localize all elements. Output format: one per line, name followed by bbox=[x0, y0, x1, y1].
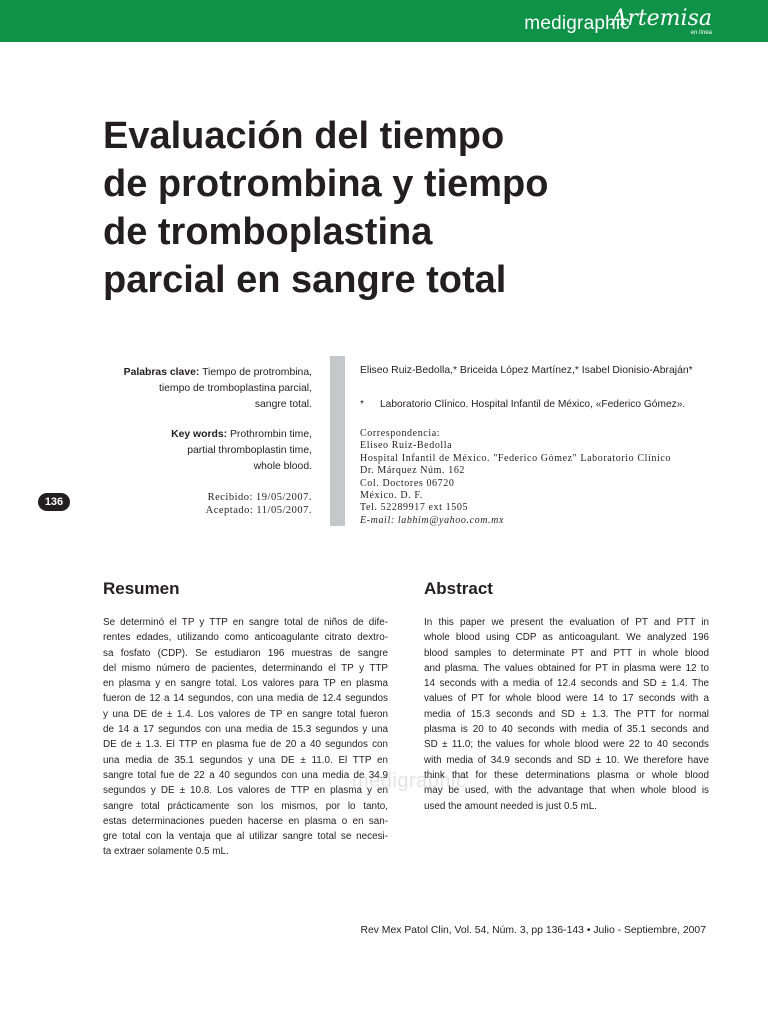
keywords-en-text: partial thromboplastin time, bbox=[187, 445, 312, 456]
brand-name: medigraphic bbox=[524, 13, 630, 34]
article-title bbox=[103, 112, 643, 304]
resumen-line: y una DE de ± 1.4. Los valores de TP en sangre total fueron bbox=[103, 708, 388, 720]
abstract-line: and plasma. The values obtained for PT in plasma were 12 to bbox=[424, 662, 709, 674]
abstract-line: with media of 34.9 seconds and SD ± 10. We therefore have bbox=[424, 754, 709, 766]
abstract-line: used the amount needed is just 0.5 mL. bbox=[424, 800, 597, 812]
resumen-line: estas determinaciones pueden hacerse en plasma o en san- bbox=[103, 815, 388, 827]
abstract-line: think that for these determinations plasma or whole blood bbox=[424, 769, 709, 781]
keywords-en-label: Key words: bbox=[171, 429, 228, 440]
keywords-en-text: whole blood. bbox=[253, 461, 312, 472]
resumen-line: ta extraer solamente 0.5 mL. bbox=[103, 846, 229, 858]
resumen-line: rentes edades, utilizando como anticoagulante citrato dextro- bbox=[103, 632, 388, 644]
title-line: de protrombina y tiempo bbox=[103, 163, 549, 205]
resumen-line: una media de 35.1 segundos y una DE ± 11.0. El TTP en bbox=[103, 754, 388, 766]
correspondence-heading: Correspondencia: bbox=[360, 428, 441, 439]
correspondence-block bbox=[360, 428, 740, 527]
resumen-line: sa fosfato (CDP). Se estudiaron 196 muestras de sangre bbox=[103, 647, 388, 659]
title-line: parcial en sangre total bbox=[103, 259, 507, 301]
keywords-spanish bbox=[100, 365, 312, 413]
correspondence-line: Dr. Márquez Núm. 162 bbox=[360, 465, 466, 477]
title-line: Evaluación del tiempo bbox=[103, 115, 505, 157]
abstract-line: whole blood using CDP as anticoagulant. We analyzed 196 bbox=[424, 632, 709, 644]
affiliation-text: Laboratorio Clínico. Hospital Infantil de México, «Federico Gómez». bbox=[380, 399, 686, 410]
keywords-es-text: Tiempo de protrombina, bbox=[202, 367, 312, 378]
resumen-line: de 14 a 17 segundos con una media de 15.3 segundos y una bbox=[103, 724, 388, 736]
resumen-heading: Resumen bbox=[103, 579, 180, 598]
affiliation bbox=[360, 399, 740, 410]
accepted-date: Aceptado: 11/05/2007. bbox=[205, 505, 312, 516]
received-date: Recibido: 19/05/2007. bbox=[207, 492, 312, 503]
abstract-line: plasma is 20 to 40 seconds with media of 35.1 seconds and bbox=[424, 724, 709, 736]
correspondence-email: E-mail: labhim@yahoo.com.mx bbox=[360, 514, 504, 526]
divider-bar bbox=[330, 356, 345, 526]
resumen-line: fueron de 12 a 14 segundos, con una media de 12.4 segundos bbox=[103, 693, 388, 705]
resumen-line: gre total con la ventaja que al utilizar sangre total se necesi- bbox=[103, 831, 388, 843]
resumen-line: Se determinó el TP y TTP en sangre total de niños de dife- bbox=[103, 617, 388, 628]
author-list: Eliseo Ruiz-Bedolla,* Briceida López Martínez,* Isabel Dionisio-Abraján* bbox=[360, 365, 693, 376]
article-dates bbox=[100, 491, 312, 517]
title-line: de tromboplastina bbox=[103, 211, 433, 253]
header-bar bbox=[0, 0, 768, 42]
abstract-line: blood samples to determinate PT and PTT in whole blood bbox=[424, 647, 709, 659]
correspondence-line: Hospital Infantil de México. "Federico Gómez" Laboratorio Clínico bbox=[360, 452, 671, 464]
correspondence-line: Tel. 52289917 ext 1505 bbox=[360, 502, 469, 514]
abstract-line: In this paper we present the evaluation of PT and PTT in bbox=[424, 617, 709, 628]
resumen-line: sangre total prácticamente son los mismos, por lo tanto, bbox=[103, 800, 388, 812]
resumen-body bbox=[103, 615, 388, 860]
correspondence-line: Eliseo Ruiz-Bedolla bbox=[360, 440, 453, 452]
page-number-badge: 136 bbox=[38, 493, 70, 511]
resumen-line: en plasma y en sangre total. Los valores para TP en plasma bbox=[103, 678, 388, 690]
journal-citation: Rev Mex Patol Clin, Vol. 54, Núm. 3, pp 136-143 • Julio - Septiembre, 2007 bbox=[360, 925, 706, 936]
affiliation-marker: * bbox=[360, 399, 364, 410]
abstract-line: media of 15.3 seconds and SD ± 1.3. The PTT for normal bbox=[424, 708, 709, 720]
resumen-line: sangre total fue de 22 a 40 segundos con una media de 34.9 bbox=[103, 769, 388, 781]
keywords-es-text: sangre total. bbox=[254, 399, 312, 410]
keywords-en-text: Prothrombin time, bbox=[230, 429, 312, 440]
resumen-line: segundos y DE ± 10.8. Los valores de TTP en plasma y en bbox=[103, 785, 388, 797]
keywords-english bbox=[100, 427, 312, 475]
watermark: medigraphic bbox=[352, 770, 467, 792]
abstract-heading: Abstract bbox=[424, 579, 493, 598]
abstract-line: values of PT for whole blood were 14 to 17 seconds with a bbox=[424, 693, 709, 705]
article-meta bbox=[100, 365, 312, 517]
abstract-line: SD ± 11.0; the values for whole blood were 22 to 40 seconds bbox=[424, 739, 709, 751]
correspondence-line: Col. Doctores 06720 bbox=[360, 477, 455, 489]
keywords-es-text: tiempo de tromboplastina parcial, bbox=[158, 383, 312, 394]
resumen-line: DE de ± 1.3. El TTP en plasma fue de 20 a 40 segundos con bbox=[103, 739, 388, 751]
abstract-line: may be used, with the advantage that when whole blood is bbox=[424, 785, 709, 797]
abstract-body bbox=[424, 615, 709, 814]
brand-logo-script: Artemisa bbox=[611, 6, 712, 31]
resumen-line: del mismo número de pacientes, determinando el TP y TTP bbox=[103, 662, 388, 674]
keywords-es-label: Palabras clave: bbox=[123, 367, 200, 378]
abstract-line: 14 seconds with a media of 12.4 seconds and SD ± 1.4. The bbox=[424, 678, 709, 690]
correspondence-line: México. D. F. bbox=[360, 490, 423, 502]
brand-logo-subtitle: en línea bbox=[690, 30, 712, 36]
